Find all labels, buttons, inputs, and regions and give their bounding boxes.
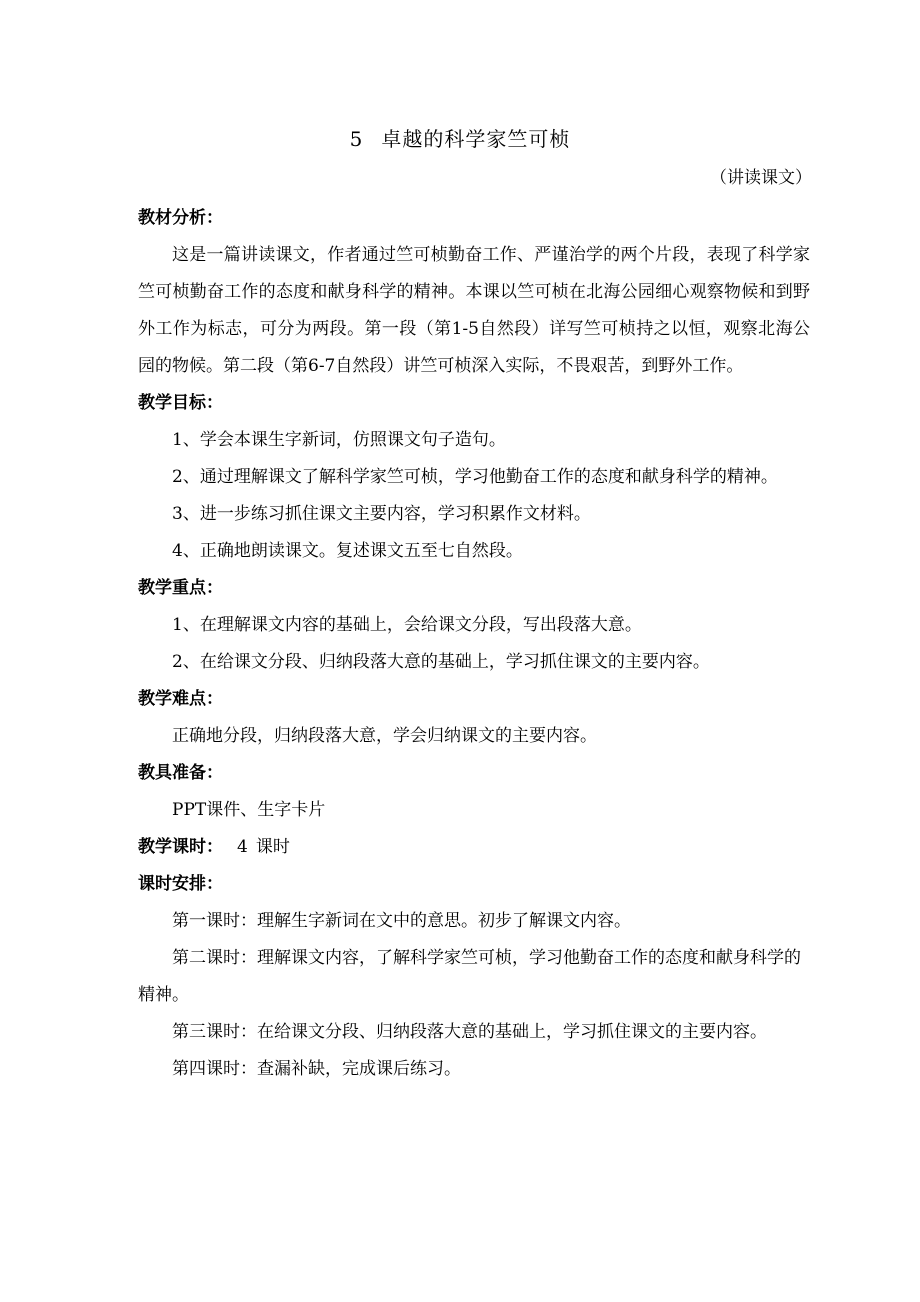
teaching-hours-value [237,837,290,857]
difficulties-heading: 教学难点： [138,689,223,709]
document-body [138,200,810,1088]
material-analysis-heading: 教材分析： [138,208,223,228]
teaching-hours-number: 4 [237,837,248,857]
schedule-item: 第一课时：理解生字新词在文中的意思。初步了解课文内容。 [172,911,631,931]
teaching-goals-heading: 教学目标： [138,393,223,413]
key-points-heading: 教学重点： [138,578,223,598]
teaching-goal-item: 2、通过理解课文了解科学家竺可桢，学习他勤奋工作的态度和献身科学的精神。 [172,467,778,487]
lesson-number: 5 [349,127,364,151]
schedule-item: 第二课时：理解课文内容，了解科学家竺可桢，学习他勤奋工作的态度和献身科学的精神。 [138,948,801,1005]
materials-prep-text: PPT课件、生字卡片 [172,800,326,820]
teaching-goal-item: 3、进一步练习抓住课文主要内容，学习积累作文材料。 [172,504,591,524]
key-point-item: 1、在理解课文内容的基础上，会给课文分段，写出段落大意。 [172,615,642,635]
lesson-title [0,126,920,152]
teaching-goal-item: 4、正确地朗读课文。复述课文五至七自然段。 [172,541,523,561]
teaching-hours-unit: 课时 [255,837,290,857]
teaching-goal-item: 1、学会本课生字新词，仿照课文句子造句。 [172,430,506,450]
teaching-hours-row [138,829,810,866]
schedule-item: 第三课时：在给课文分段、归纳段落大意的基础上，学习抓住课文的主要内容。 [172,1022,767,1042]
materials-prep-heading: 教具准备： [138,763,223,783]
schedule-item: 第四课时：查漏补缺，完成课后练习。 [172,1059,461,1079]
difficulties-text: 正确地分段，归纳段落大意，学会归纳课文的主要内容。 [172,726,597,746]
key-point-item: 2、在给课文分段、归纳段落大意的基础上，学习抓住课文的主要内容。 [172,652,710,672]
schedule-heading: 课时安排： [138,874,223,894]
lesson-title-text: 卓越的科学家竺可桢 [381,127,571,151]
material-analysis-text: 这是一篇讲读课文，作者通过竺可桢勤奋工作、严谨治学的两个片段，表现了科学家竺可桢勤奋工作的态度和献身科学的精神。本课以竺可桢在北海公园细心观察物候和到野外工作为标志，可分为两段。第一段（第1-5自然段）详写竺可桢持之以恒，观察北海公园的物候。第二段（第6-7自然段）讲竺可桢深入实际，不畏艰苦，到野外工作。 [138,245,810,376]
teaching-hours-heading: 教学课时： [138,837,223,857]
lesson-type: （讲读课文） [710,168,812,188]
